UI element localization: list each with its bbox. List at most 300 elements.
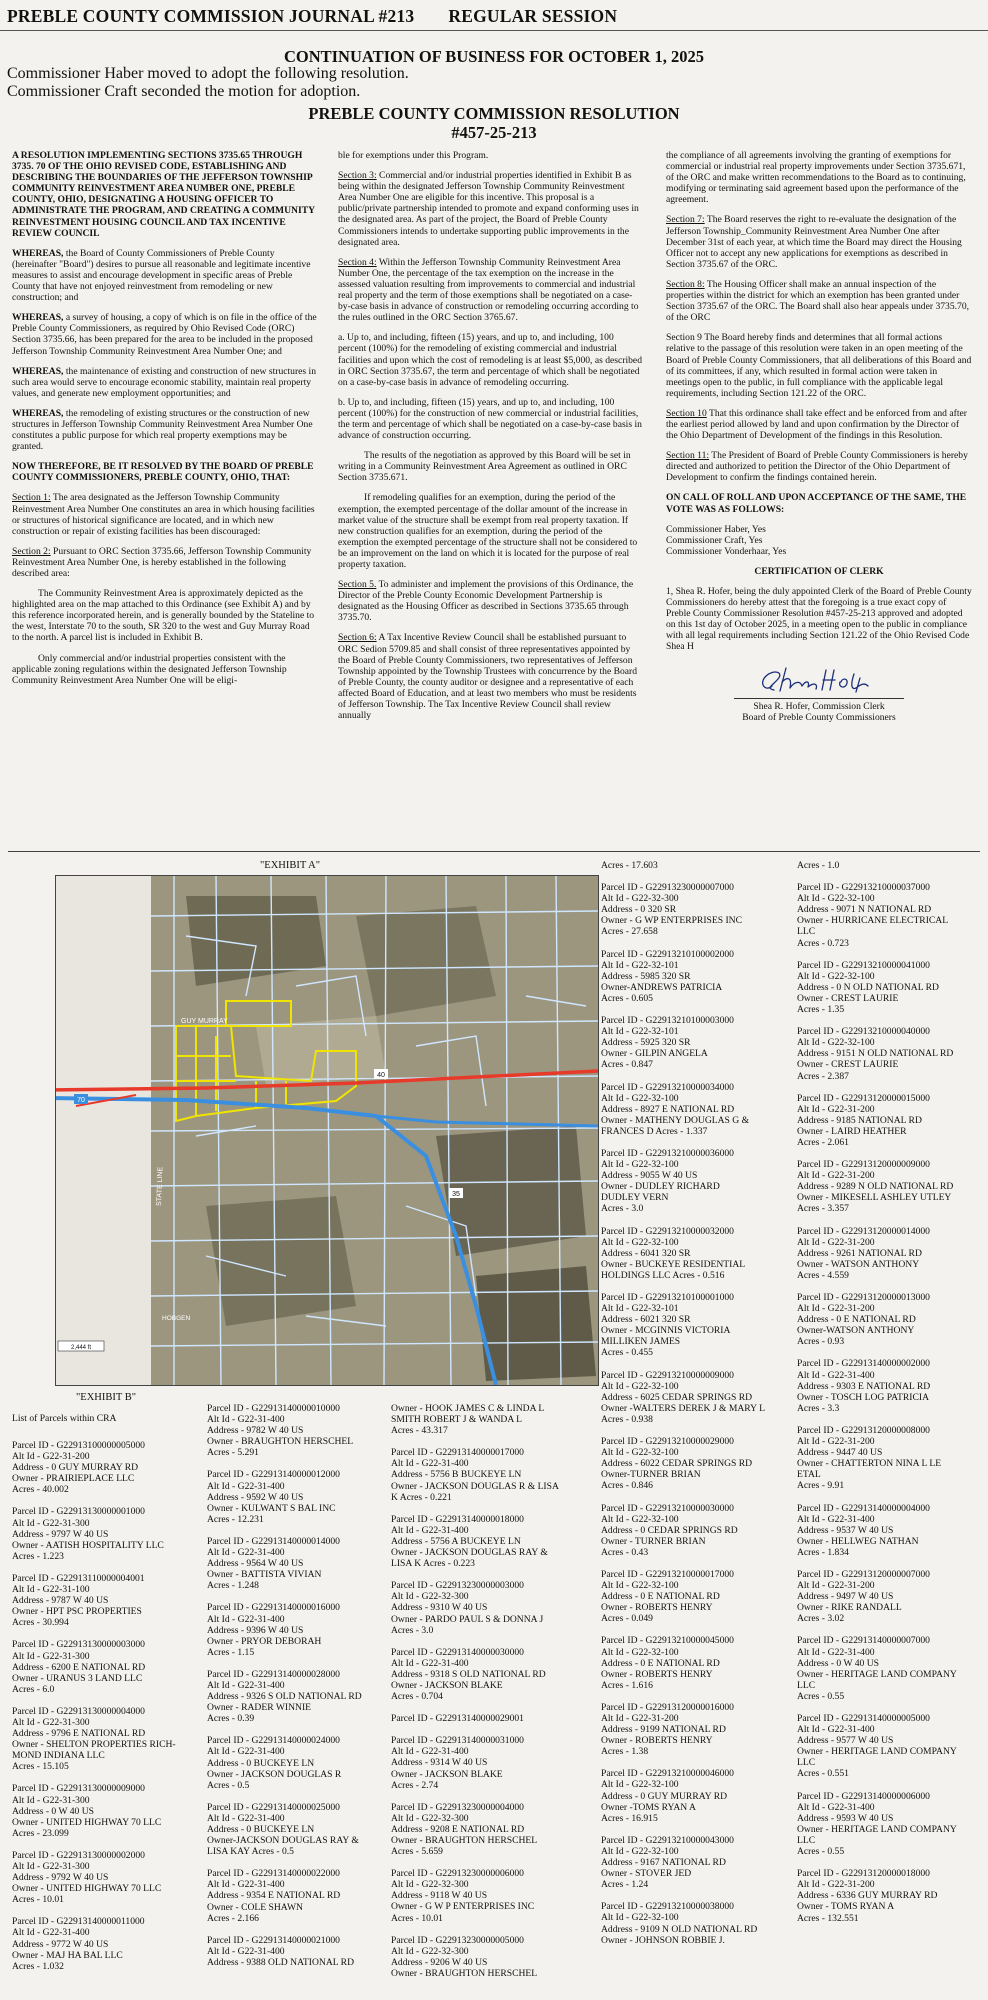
parcel-entry — [601, 1226, 791, 1281]
parcel-line: Acres - 27.658 — [601, 926, 658, 938]
parcel-line: Address - 6041 320 SR — [601, 1247, 691, 1259]
parcel-line: Acres - 1.35 — [797, 1004, 845, 1016]
parcel-line: Acres - 0.049 — [601, 1613, 653, 1625]
parcel-entry — [601, 1768, 791, 1823]
parcel-line: Alt Id - G22-31-400 — [391, 1458, 469, 1470]
parcel-line: Parcel ID - G22913210100003000 — [601, 1015, 734, 1027]
parcel-line: Alt Id - G22-32-300 — [391, 1812, 469, 1824]
parcel-line: Alt Id - G22-31-400 — [391, 1657, 469, 1669]
parcel-line: FRANCES D Acres - 1.337 — [601, 1125, 708, 1137]
parcel-line: Address - 9796 E NATIONAL RD — [12, 1728, 146, 1740]
section-6: Section 6: A Tax Incentive Review Council shall be established pursuant to ORC Sedion 5709.85 and shall consist of three representatives appointed by the Board of Preble County Commissioners, two representatives of Jefferson Township appointed by the Township Trustees with concurrence by the Board of Preble County, the county auditor or designee and a representative of each affected Board of Education, and at least two members who must be residents of Jefferson Township. The Tax Incentive Review Council shall review annually — [338, 632, 638, 722]
parcel-line: Acres - 0.39 — [207, 1713, 255, 1725]
parcel-line: Parcel ID - G22913120000014000 — [797, 1225, 930, 1237]
parcel-line: Alt Id - G22-32-100 — [601, 1580, 679, 1592]
parcel-line: Acres - 0.455 — [601, 1347, 653, 1359]
parcel-line: Parcel ID - G22913210000029000 — [601, 1436, 734, 1448]
resolution-heading — [0, 104, 988, 142]
parcel-line: Parcel ID - G22913140000029001 — [391, 1713, 524, 1725]
parcel-line: Address - 9310 W 40 US — [391, 1602, 488, 1614]
vote-list — [666, 524, 972, 557]
parcel-line: Alt Id - G22-31-300 — [12, 1861, 90, 1872]
parcel-line: Acres - 40.002 — [12, 1484, 69, 1496]
parcel-line: Address - 0 W 40 US — [797, 1657, 879, 1669]
section-5: Section 5. To administer and implement the provisions of this Ordinance, the Director of the Preble County Economic Development Partnership is designated as the Housing Officer as described in Sections 3735.65 through 3735.70. — [338, 579, 634, 624]
parcel-line: Acres - 5.659 — [391, 1846, 443, 1858]
parcel-entry — [391, 1713, 606, 1724]
parcel-line: Alt Id - G22-31-400 — [797, 1646, 875, 1658]
map-label-i70: 70 — [77, 1097, 85, 1104]
parcel-line: Address - 9167 NATIONAL RD — [601, 1857, 726, 1869]
parcel-line: Owner - G W P ENTERPRISES INC — [391, 1901, 535, 1913]
parcel-line: Parcel ID - G22913120000007000 — [797, 1568, 930, 1580]
section-divider — [8, 851, 980, 852]
parcel-line: Address - 0 E NATIONAL RD — [601, 1657, 720, 1669]
parcel-line: Parcel ID - G22913230000005000 — [391, 1934, 524, 1946]
parcel-entry — [391, 1868, 606, 1923]
parcel-line: LLC — [797, 1757, 816, 1769]
parcel-line: Acres - 0.723 — [797, 937, 849, 949]
parcel-line: Parcel ID - G22913210000038000 — [601, 1901, 734, 1913]
parcel-line: Acres - 0.847 — [601, 1059, 653, 1071]
parcel-line: Owner - MIKESELL ASHLEY UTLEY — [797, 1192, 952, 1204]
resolved-clause: NOW THEREFORE, BE IT RESOLVED BY THE BOARD OF PREBLE COUNTY COMMISSIONERS, PREBLE COUNTY, OHIO, THAT: — [12, 461, 314, 484]
section-6-continued: the compliance of all agreements involving the granting of exemptions for commercial or industrial real property improvements under Section 3735.671, of the ORC and make written recommendations to the Board as to continuing, modifying or terminating said agreement based upon the performance of the agreement. — [666, 150, 966, 206]
parcel-entry — [391, 1802, 606, 1857]
parcel-line: Parcel ID - G22913140000005000 — [797, 1713, 930, 1724]
parcel-line: Acres - 1.38 — [601, 1746, 649, 1758]
clause-a: a. Up to, and including, fifteen (15) years, and up to, and including, 100 percent (100%) for the remodeling of existing commercial and industrial facilities and upon which the cost of remodeling is at least $5,000, as described in ORC Section 3735.67, the term and percentage of which shall be negotiated on a case-by-case basis in advance of remodeling occurring. — [338, 332, 642, 388]
parcel-line: Address - 9303 E NATIONAL RD — [797, 1380, 931, 1392]
parcel-entry — [797, 1713, 982, 1780]
parcel-line: Owner - HELLWEG NATHAN — [797, 1535, 919, 1547]
parcel-line: Acres - 0.938 — [601, 1413, 653, 1425]
parcel-line: Parcel ID - G22913140000012000 — [207, 1469, 340, 1481]
parcel-line: LISA K Acres - 0.223 — [391, 1558, 475, 1570]
parcel-line: Parcel ID - G22913210000034000 — [601, 1081, 734, 1093]
parcel-line: Parcel ID - G22913230000004000 — [391, 1801, 524, 1813]
parcel-line: Alt Id - G22-31-200 — [797, 1236, 875, 1248]
parcel-line: Parcel ID - G22913140000002000 — [797, 1358, 930, 1370]
parcel-line: Owner - KULWANT S BAL INC — [207, 1502, 336, 1514]
parcel-line: Acres - 1.616 — [601, 1679, 653, 1691]
parcel-line: Address - 0 W 40 US — [12, 1805, 94, 1817]
parcel-entry — [391, 1514, 606, 1569]
parcel-line: Address - 6022 CEDAR SPRINGS RD — [601, 1458, 753, 1470]
parcel-line: Alt Id - G22-32-100 — [601, 1779, 679, 1791]
parcel-line: Acres - 0.846 — [601, 1480, 653, 1492]
parcel-line: Address - 5756 A BUCKEYE LN — [391, 1535, 521, 1547]
parcel-line: Acres - 1.15 — [207, 1646, 255, 1658]
resolution-column-3 — [666, 150, 972, 723]
clerk-board: Board of Preble County Commissioners — [742, 711, 896, 723]
parcel-entry — [601, 1835, 791, 1890]
parcel-line: Parcel ID - G22913110000004001 — [12, 1572, 145, 1584]
parcel-line: Owner - UNITED HIGHWAY 70 LLC — [12, 1883, 162, 1895]
parcel-line: Owner-TURNER BRIAN — [601, 1469, 701, 1481]
parcel-line: Owner - MATHENY DOUGLAS G & — [601, 1114, 750, 1126]
parcel-line: Owner - HERITAGE LAND COMPANY — [797, 1823, 957, 1835]
parcel-line: Acres - 43.317 — [391, 1425, 448, 1437]
parcel-line: Address - 6025 CEDAR SPRINGS RD — [601, 1391, 753, 1403]
parcel-line: Parcel ID - G22913230000006000 — [391, 1868, 524, 1880]
parcel-line: Acres - 3.0 — [601, 1203, 644, 1215]
parcel-line: Alt Id - G22-31-400 — [207, 1945, 285, 1957]
parcel-line: Address - 9118 W 40 US — [391, 1890, 488, 1902]
parcel-line: Address - 0 E NATIONAL RD — [601, 1591, 720, 1603]
parcel-list-header: List of Parcels within CRA — [12, 1413, 117, 1424]
parcel-line: Acres - 1.834 — [797, 1546, 849, 1558]
parcel-line: Parcel ID - G22913210100001000 — [601, 1292, 734, 1303]
parcel-line: Acres - 17.603 — [601, 860, 658, 871]
parcel-entry — [12, 1506, 197, 1561]
resolution-title: PREBLE COUNTY COMMISSION RESOLUTION — [308, 104, 680, 123]
parcel-line: Parcel ID - G22913210000041000 — [797, 959, 930, 971]
exemption-terms: If remodeling qualifies for an exemption, during the period of the exemption, the exempted percentage of the dollar amount of the increase in market value of the structure shall be exempt from real property taxation. If new construction qualifies for an exemption, during the period of the exemption the exempted percentage of the structure shall not be considered to be an improvement on the land on which it is located for the purpose of real property taxation. — [338, 492, 638, 570]
eligibility-text: Only commercial and/or industrial properties consistent with the applicable zoning regulations within the designated Jefferson Township Community Reinvestment Area Number One will be eligi- — [12, 652, 287, 686]
parcel-entry — [391, 1403, 606, 1436]
parcel-line: Alt Id - G22-32-100 — [601, 1447, 679, 1459]
vote-craft: Commissioner Craft, Yes — [666, 534, 763, 546]
parcel-line: Owner - SHELTON PROPERTIES RICH- — [12, 1739, 176, 1751]
parcel-line: Alt Id - G22-31-400 — [207, 1746, 285, 1758]
parcel-line: Address - 0 GUY MURRAY RD — [601, 1790, 728, 1802]
parcel-line: Owner - LAIRD HEATHER — [797, 1125, 907, 1137]
parcel-entry — [601, 1635, 791, 1690]
whereas-2: WHEREAS, a survey of housing, a copy of which is on file in the office of the Preble County Commissioners, as required by Ohio Revised Code (ORC) Section 3735.66, has been prepared for the area to be included in the proposed Jefferson Township Community Reinvestment Area Number One; and — [12, 312, 317, 357]
parcel-line: Owner - HPT PSC PROPERTIES — [12, 1606, 142, 1618]
section-7: Section 7: The Board reserves the right to re-evaluate the designation of the Jefferson Township_Community Reinvestment Area Number One after December 31st of each year, at which time the Board may direct the Housing Officer not to accept any new applications for exemptions as described in Section 3735.67 of the ORC. — [666, 214, 962, 270]
parcel-line: Parcel ID - G22913210000037000 — [797, 882, 930, 894]
parcel-entry — [12, 1916, 197, 1971]
parcel-line: Address - 9326 S OLD NATIONAL RD — [207, 1691, 362, 1703]
parcel-list-c2 — [797, 860, 982, 1935]
masthead-rule — [0, 30, 988, 31]
section-4: Section 4: Within the Jefferson Township Community Reinvestment Area Number One, the percentage of the tax exemption on the increase in the assessed valuation resulting from improvements to commercial and industrial real property and the term of those exemptions shall be negotiated on a case-by-case basis in advance of construction or remodeling occurring according to the rules outlined in the ORC Section 3765.67. — [338, 256, 639, 324]
parcel-entry — [207, 1868, 387, 1923]
parcel-line: Alt Id - G22-31-400 — [207, 1547, 285, 1559]
parcel-line: Acres - 0.43 — [601, 1546, 649, 1558]
parcel-entry — [391, 1447, 606, 1502]
parcel-line: Parcel ID - G22913130000003000 — [12, 1639, 145, 1651]
parcel-line: Acres - 1.24 — [601, 1879, 649, 1891]
parcel-list-b1 — [12, 1440, 197, 1983]
aerial-map — [55, 875, 599, 1386]
parcel-line: Owner - CHATTERTON NINA L LE — [797, 1458, 942, 1470]
parcel-line: LLC — [797, 1679, 816, 1691]
parcel-line: Alt Id - G22-32-100 — [601, 1845, 679, 1857]
parcel-line: K Acres - 0.221 — [391, 1491, 452, 1503]
parcel-line: Address - 9577 W 40 US — [797, 1735, 894, 1747]
parcel-line: Address - 9185 NATIONAL RD — [797, 1114, 922, 1126]
parcel-line: Address - 9354 E NATIONAL RD — [207, 1890, 341, 1902]
parcel-line: Alt Id - G22-32-101 — [601, 1026, 679, 1038]
parcel-line: LISA KAY Acres - 0.5 — [207, 1846, 294, 1858]
section-8: Section 8: The Housing Officer shall make an annual inspection of the properties within the district for which an exemption has been granted under Section 3735.67 of the ORC. The Board shall also hear appeals under 3735.70, of the ORC — [666, 278, 970, 324]
parcel-line: Address - 6200 E NATIONAL RD — [12, 1661, 146, 1673]
parcel-entry — [797, 1503, 982, 1558]
parcel-line: Parcel ID - G22913140000004000 — [797, 1502, 930, 1514]
section-1: Section 1: The area designated as the Jefferson Township Community Reinvestment Area Number One constitutes an area in which housing facilities or structures of historical significance are located, and in which new construction or repair of existing facilities has been discouraged: — [12, 492, 315, 537]
parcel-line: Owner - BATTISTA VIVIAN — [207, 1569, 322, 1581]
map-scale-label: 2,444 ft — [70, 1345, 92, 1351]
parcel-line: Acres - 5.291 — [207, 1447, 259, 1459]
parcel-line: Owner - TOSCH LOG PATRICIA — [797, 1391, 930, 1403]
parcel-line: Address - 9592 W 40 US — [207, 1491, 304, 1503]
parcel-line: Owner - CREST LAURIE — [797, 992, 899, 1004]
parcel-line: Address - 9792 W 40 US — [12, 1872, 109, 1884]
parcel-line: Alt Id - G22-31-400 — [207, 1812, 285, 1824]
parcel-line: Acres - 0.704 — [391, 1691, 443, 1703]
parcel-line: Address - 9447 40 US — [797, 1447, 883, 1459]
parcel-entry — [207, 1669, 387, 1724]
parcel-line: Owner - HERITAGE LAND COMPANY — [797, 1746, 957, 1758]
parcel-line: Parcel ID - G22913210000036000 — [601, 1147, 734, 1159]
parcel-line: Parcel ID - G22913120000008000 — [797, 1424, 930, 1436]
parcel-line: Parcel ID - G22913230000007000 — [601, 882, 734, 894]
parcel-line: Alt Id - G22-32-100 — [601, 1236, 679, 1248]
parcel-line: Parcel ID - G22913140000025000 — [207, 1801, 340, 1813]
parcel-line: Alt Id - G22-31-400 — [391, 1524, 469, 1536]
parcel-entry — [797, 1026, 982, 1081]
parcel-line: Address - 9208 E NATIONAL RD — [391, 1823, 525, 1835]
parcel-line: Address - 9151 N OLD NATIONAL RD — [797, 1048, 954, 1060]
parcel-line: Address - 9199 NATIONAL RD — [601, 1724, 726, 1736]
parcel-line: Alt Id - G22-31-300 — [12, 1794, 90, 1806]
parcel-entry — [797, 1292, 982, 1347]
parcel-line: Owner - ROBERTS HENRY — [601, 1668, 713, 1680]
parcel-line: Owner - G WP ENTERPRISES INC — [601, 915, 742, 927]
map-label-us40: 40 — [377, 1072, 385, 1079]
parcel-line: Acres - 0.55 — [797, 1690, 845, 1702]
parcel-line: Alt Id - G22-31-400 — [797, 1801, 875, 1813]
parcel-line: Address - 9055 W 40 US — [601, 1170, 698, 1182]
parcel-line: Parcel ID - G22913210000040000 — [797, 1026, 930, 1038]
exhibit-a-title: "EXHIBIT A" — [260, 860, 321, 871]
parcel-line: Acres - 2.061 — [797, 1136, 849, 1148]
section-3: Section 3: Commercial and/or industrial properties identified in Exhibit B as being within the designated Jefferson Township Community Reinvestment Area Number One are eligible for this incentive. This proposal is a public/private partnership intended to promote and expand conforming uses in the designated area. As part of the project, the Board of Preble County Commissioners intends to undertake supporting public improvements in the designated area. — [338, 170, 639, 248]
parcel-entry — [207, 1602, 387, 1657]
parcel-line: Owner - COLE SHAWN — [207, 1901, 303, 1913]
parcel-line: Owner-WATSON ANTHONY — [797, 1325, 915, 1337]
parcel-line: Acres - 2.74 — [391, 1779, 439, 1791]
map-label-guy-murray: GUY MURRAY — [181, 1018, 228, 1025]
parcel-line: Address - 0 BUCKEYE LN — [207, 1824, 315, 1835]
parcel-entry — [797, 1635, 982, 1702]
parcel-line: Owner - JACKSON DOUGLAS R — [207, 1768, 342, 1780]
negotiation-results: The results of the negotiation as approved by this Board will be set in writing in a Community Reinvestment Area Agreement as outlined in ORC Section 3735.671. — [338, 450, 631, 484]
parcel-line: Address - 5985 320 SR — [601, 970, 691, 982]
parcel-line: Alt Id - G22-31-200 — [797, 1580, 875, 1592]
area-description: The Community Reinvestment Area is approximately depicted as the highlighted area on the map attached to this Ordinance (see Exhibit A) and by this reference incorporated herein, and is generally bounded by the Stateline to the west, Interstate 70 to the south, SR 320 to the west and Guy Murray Road to the north. A parcel list is included in Exhibit B. — [12, 588, 315, 644]
parcel-line: Alt Id - G22-31-400 — [207, 1679, 285, 1691]
parcel-line: Address - 9787 W 40 US — [12, 1595, 109, 1607]
parcel-line: Alt Id - G22-32-100 — [797, 970, 875, 982]
vote-heading: ON CALL OF ROLL AND UPON ACCEPTANCE OF THE SAME, THE VOTE WAS AS FOLLOWS: — [666, 492, 967, 515]
parcel-line: Acres - 10.01 — [391, 1912, 443, 1924]
parcel-line: Parcel ID - G22913140000017000 — [391, 1447, 524, 1459]
parcel-line: Acres - 9.91 — [797, 1480, 845, 1492]
parcel-line: Parcel ID - G22913140000022000 — [207, 1868, 340, 1880]
parcel-entry — [207, 1735, 387, 1790]
parcel-line: Parcel ID - G22913120000015000 — [797, 1092, 930, 1104]
parcel-entry — [797, 1868, 982, 1923]
parcel-entry — [12, 1783, 197, 1838]
parcel-line: Acres - 1.223 — [12, 1550, 64, 1562]
parcel-entry — [601, 1702, 791, 1757]
parcel-line: Parcel ID - G22913140000011000 — [12, 1916, 145, 1928]
parcel-line: Parcel ID - G22913130000001000 — [12, 1506, 145, 1518]
parcel-line: Address - 5756 B BUCKEYE LN — [391, 1469, 522, 1481]
parcel-line: Parcel ID - G22913140000014000 — [207, 1535, 340, 1547]
whereas-1: WHEREAS, the Board of County Commissioners of Preble County (hereinafter "Board") desires to pursue all reasonable and legitimate incentive measures to assist and encourage development in specific areas of Preble County that have not enjoyed reinvestment from remodeling or new construction; and — [12, 247, 311, 304]
parcel-line: Owner - JACKSON BLAKE — [391, 1768, 503, 1780]
parcel-line: Acres - 3.0 — [391, 1624, 434, 1636]
parcel-line: Address - 9206 W 40 US — [391, 1956, 488, 1968]
parcel-line: Acres - 4.559 — [797, 1269, 849, 1281]
parcel-line: Alt Id - G22-32-300 — [601, 893, 679, 905]
parcel-line: Address - 0 320 SR — [601, 904, 677, 916]
parcel-line: Parcel ID - G22913120000009000 — [797, 1159, 930, 1171]
parcel-line: Acres - 0.605 — [601, 992, 653, 1004]
parcel-line: Parcel ID - G22913130000004000 — [12, 1705, 145, 1717]
parcel-entry — [207, 1935, 387, 1968]
parcel-entry — [601, 1148, 791, 1215]
parcel-line: HOLDINGS LLC Acres - 0.516 — [601, 1269, 725, 1281]
parcel-line: Acres - 15.105 — [12, 1761, 69, 1773]
parcel-line: Address - 9314 W 40 US — [391, 1757, 488, 1769]
parcel-line: Alt Id - G22-31-300 — [12, 1716, 90, 1728]
parcel-entry — [12, 1440, 197, 1495]
parcel-line: Alt Id - G22-31-400 — [207, 1414, 285, 1426]
parcel-line: Address - 9318 S OLD NATIONAL RD — [391, 1668, 546, 1680]
motion-line: Commissioner Haber moved to adopt the following resolution. — [7, 65, 409, 82]
parcel-entry — [601, 882, 791, 937]
parcel-entry — [601, 1436, 791, 1491]
parcel-line: Parcel ID - G22913210000030000 — [601, 1502, 734, 1514]
motion-text — [7, 65, 409, 101]
parcel-line: Parcel ID - G22913140000021000 — [207, 1934, 340, 1946]
parcel-line: Address - 9782 W 40 US — [207, 1425, 304, 1437]
journal-masthead — [7, 6, 617, 27]
parcel-line: Alt Id - G22-32-101 — [601, 959, 679, 971]
parcel-line: Acres - 2.387 — [797, 1070, 849, 1082]
parcel-line: Alt Id - G22-32-300 — [391, 1879, 469, 1891]
parcel-line: Owner - ROBERTS HENRY — [601, 1735, 713, 1747]
resolution-preamble: A RESOLUTION IMPLEMENTING SECTIONS 3735.65 THROUGH 3735. 70 OF THE OHIO REVISED CODE, ESTABLISHING AND DESCRIBING THE BOUNDARIES OF THE JEFFERSON TOWNSHIP COMMUNITY REINVESTMENT AREA NUMBER ONE, PREBLE COUNTY, OHIO, DESIGNATING A HOUSING OFFICER TO ADMINISTRATE THE PROGRAM, AND CREATING A COMMUNITY REINVESTMENT HOUSING COUNCIL AND TAX INCENTIVE REVIEW COUNCIL — [12, 150, 315, 239]
aerial-map-graphic — [56, 876, 598, 1385]
parcel-line: Owner - JACKSON BLAKE — [391, 1679, 503, 1691]
parcel-line: Owner - JACKSON DOUGLAS R & LISA — [391, 1480, 559, 1492]
parcel-entry — [601, 1503, 791, 1558]
parcel-entry — [797, 1226, 982, 1281]
parcel-line: Alt Id - G22-31-100 — [12, 1584, 90, 1596]
parcel-line: Acres - 1.248 — [207, 1580, 259, 1592]
parcel-line: Owner - CREST LAURIE — [797, 1059, 899, 1071]
parcel-line: Alt Id - G22-31-200 — [797, 1170, 875, 1182]
parcel-line: LLC — [797, 1834, 816, 1846]
parcel-line: Alt Id - G22-31-300 — [12, 1517, 90, 1529]
parcel-line: Alt Id - G22-32-100 — [601, 1912, 679, 1924]
parcel-line: Owner - UNITED HIGHWAY 70 LLC — [12, 1816, 162, 1828]
parcel-line: Address - 0 BUCKEYE LN — [207, 1757, 315, 1769]
parcel-line: Owner - STOVER JED — [601, 1868, 692, 1880]
parcel-line: Acres - 0.55 — [797, 1846, 845, 1858]
parcel-line: Acres - 0.93 — [797, 1336, 845, 1348]
parcel-line: Owner - JACKSON DOUGLAS RAY & — [391, 1547, 548, 1559]
parcel-line: Address - 9797 W 40 US — [12, 1528, 109, 1540]
parcel-line: Owner - HERITAGE LAND COMPANY — [797, 1668, 957, 1680]
parcel-list-b2 — [207, 1403, 387, 1979]
parcel-entry — [391, 1647, 606, 1702]
parcel-line: DUDLEY VERN — [601, 1192, 669, 1204]
parcel-entry — [601, 1015, 791, 1070]
parcel-line: LLC — [797, 926, 816, 938]
parcel-entry — [391, 1735, 606, 1790]
parcel-line: Parcel ID - G22913210000017000 — [601, 1568, 734, 1580]
parcel-entry — [601, 1569, 791, 1624]
parcel-line: Parcel ID - G22913140000028000 — [207, 1668, 340, 1680]
parcel-line: Address - 9396 W 40 US — [207, 1624, 304, 1636]
parcel-line: Alt Id - G22-31-400 — [207, 1480, 285, 1492]
parcel-line: Parcel ID - G22913140000006000 — [797, 1790, 930, 1802]
parcel-line: Alt Id - G22-32-100 — [601, 1159, 679, 1171]
parcel-line: Alt Id - G22-31-200 — [601, 1713, 679, 1724]
parcel-list-c1 — [601, 860, 791, 1957]
parcel-line: Owner - HURRICANE ELECTRICAL — [797, 915, 949, 927]
map-label-hobgen: HOBGEN — [162, 1315, 191, 1322]
parcel-line: Owner - BRAUGHTON HERSCHEL — [391, 1835, 538, 1846]
parcel-line: Parcel ID - G22913140000018000 — [391, 1513, 524, 1525]
eligibility-continued: ble for exemptions under this Program. — [338, 150, 489, 161]
parcel-line: Owner - RIKE RANDALL — [797, 1602, 902, 1614]
parcel-line: Alt Id - G22-31-400 — [207, 1613, 285, 1625]
parcel-line: Parcel ID - G22913140000007000 — [797, 1635, 930, 1647]
parcel-line: Alt Id - G22-31-300 — [12, 1650, 90, 1662]
parcel-line: Alt Id - G22-31-200 — [797, 1436, 875, 1448]
parcel-line: Owner - MCGINNIS VICTORIA — [601, 1325, 731, 1337]
parcel-line: Parcel ID - G22913230000003000 — [391, 1580, 524, 1592]
map-label-state-line: STATE LINE — [156, 1166, 165, 1207]
parcel-line: Alt Id - G22-32-101 — [601, 1303, 679, 1315]
parcel-line: Address - 6336 GUY MURRAY RD — [797, 1890, 938, 1902]
parcel-line: Address - 0 E NATIONAL RD — [797, 1314, 916, 1326]
parcel-line: Alt Id - G22-32-100 — [797, 893, 875, 905]
certification-title: CERTIFICATION OF CLERK — [754, 565, 884, 577]
parcel-line: Parcel ID - G22913120000013000 — [797, 1292, 930, 1303]
parcel-line: Parcel ID - G22913210100002000 — [601, 948, 734, 960]
parcel-line: Alt Id - G22-32-100 — [797, 1037, 875, 1049]
parcel-line: Owner-ANDREWS PATRICIA — [601, 981, 723, 993]
parcel-entry — [601, 1082, 791, 1137]
parcel-line: Owner - TOMS RYAN A — [797, 1901, 895, 1913]
parcel-line: Acres - 12.231 — [207, 1513, 264, 1525]
exhibit-b-title: "EXHIBIT B" — [76, 1392, 137, 1403]
parcel-line: Acres - 23.099 — [12, 1827, 69, 1839]
parcel-line: Owner - PARDO PAUL S & DONNA J — [391, 1613, 544, 1625]
parcel-entry — [601, 1901, 791, 1945]
parcel-line: Alt Id - G22-32-300 — [391, 1945, 469, 1957]
parcel-line: ETAL — [797, 1469, 821, 1481]
parcel-line: Acres - 1.032 — [12, 1960, 64, 1972]
clause-b: b. Up to, and including, fifteen (15) years, and up to, and including, 100 percent (100%) for the construction of new commercial or industrial facilities, the term and percentage of which shall be negotiated on a case-by-case basis in advance of construction occurring. — [338, 396, 642, 442]
parcel-line: Address - 9497 W 40 US — [797, 1591, 894, 1603]
parcel-entry — [797, 1569, 982, 1624]
parcel-entry — [391, 1935, 606, 1979]
parcel-line: Alt Id - G22-31-200 — [12, 1451, 90, 1463]
parcel-line: Address - 9388 OLD NATIONAL RD — [207, 1956, 354, 1968]
session-label: REGULAR SESSION — [448, 6, 618, 26]
